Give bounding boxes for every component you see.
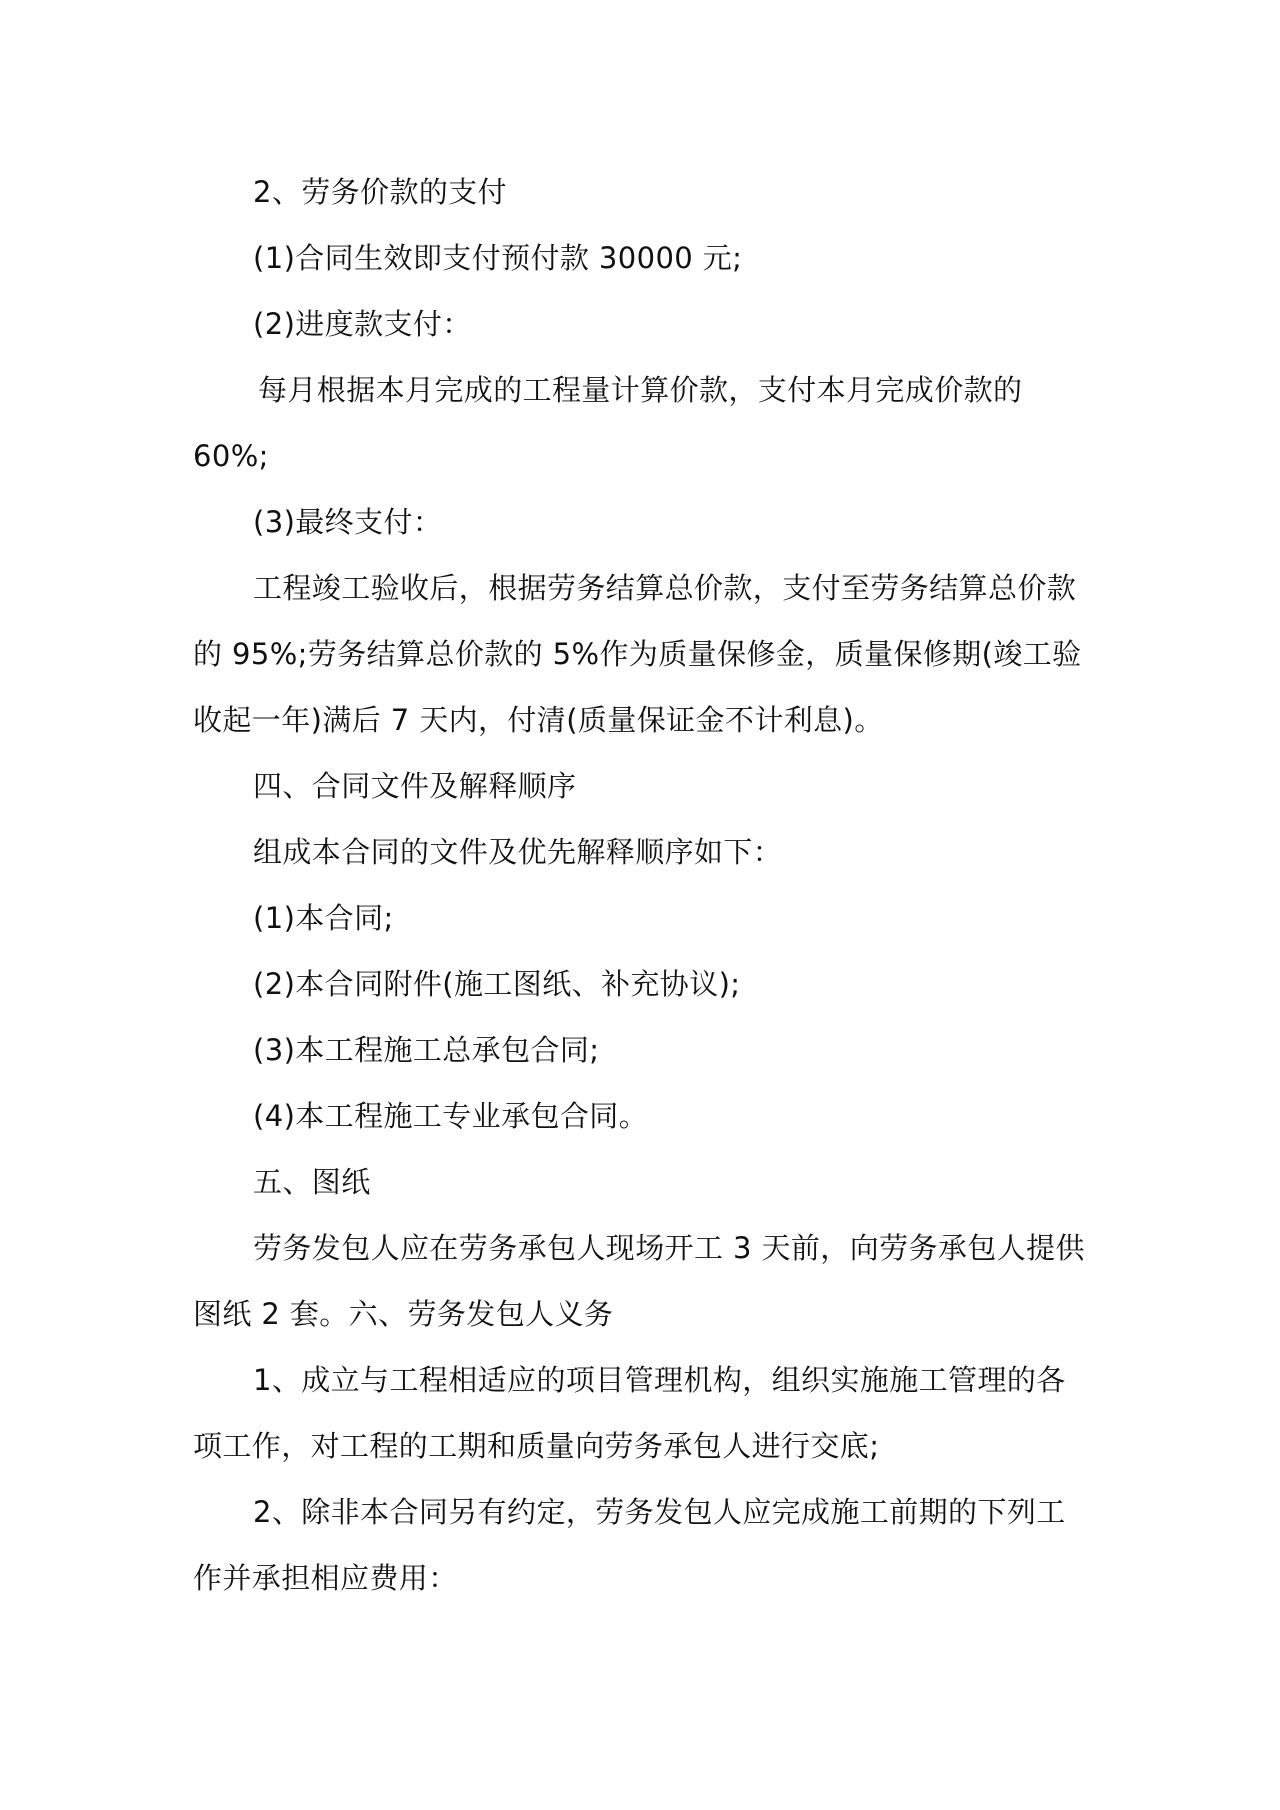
list-item-contract: (1)本合同; [253,901,394,935]
paragraph-progress-line-2: 60%; [193,439,269,473]
paragraph-obligation-1-line-2: 项工作，对工程的工期和质量向劳务承包人进行交底; [193,1429,880,1463]
section-heading-payment: 2、劳务价款的支付 [253,175,508,209]
list-item-specialty-contract: (4)本工程施工专业承包合同。 [253,1099,649,1133]
section-heading-documents: 四、合同文件及解释顺序 [253,769,577,803]
clause-advance-payment: (1)合同生效即支付预付款 30000 元; [253,241,743,275]
list-item-attachments: (2)本合同附件(施工图纸、补充协议); [253,967,741,1001]
paragraph-drawings-line-2: 图纸 2 套。六、劳务发包人义务 [193,1297,614,1331]
clause-final-payment: (3)最终支付： [253,505,443,539]
paragraph-obligation-1-line-1: 1、成立与工程相适应的项目管理机构，组织实施施工管理的各 [253,1363,1066,1397]
clause-progress-payment: (2)进度款支付： [253,307,472,341]
paragraph-final-line-3: 收起一年)满后 7 天内，付清(质量保证金不计利息)。 [193,703,884,737]
paragraph-obligation-2-line-2: 作并承担相应费用： [193,1561,458,1595]
paragraph-final-line-2: 的 95%;劳务结算总价款的 5%作为质量保修金，质量保修期(竣工验 [193,637,1082,671]
paragraph-obligation-2-line-1: 2、除非本合同另有约定，劳务发包人应完成施工前期的下列工 [253,1495,1066,1529]
list-item-general-contract: (3)本工程施工总承包合同; [253,1033,600,1067]
paragraph-documents-intro: 组成本合同的文件及优先解释顺序如下： [253,835,783,869]
paragraph-final-line-1: 工程竣工验收后，根据劳务结算总价款，支付至劳务结算总价款 [253,571,1077,605]
paragraph-drawings-line-1: 劳务发包人应在劳务承包人现场开工 3 天前，向劳务承包人提供 [253,1231,1085,1265]
section-heading-drawings: 五、图纸 [253,1165,371,1199]
paragraph-progress-line-1: 每月根据本月完成的工程量计算价款，支付本月完成价款的 [258,373,1023,407]
